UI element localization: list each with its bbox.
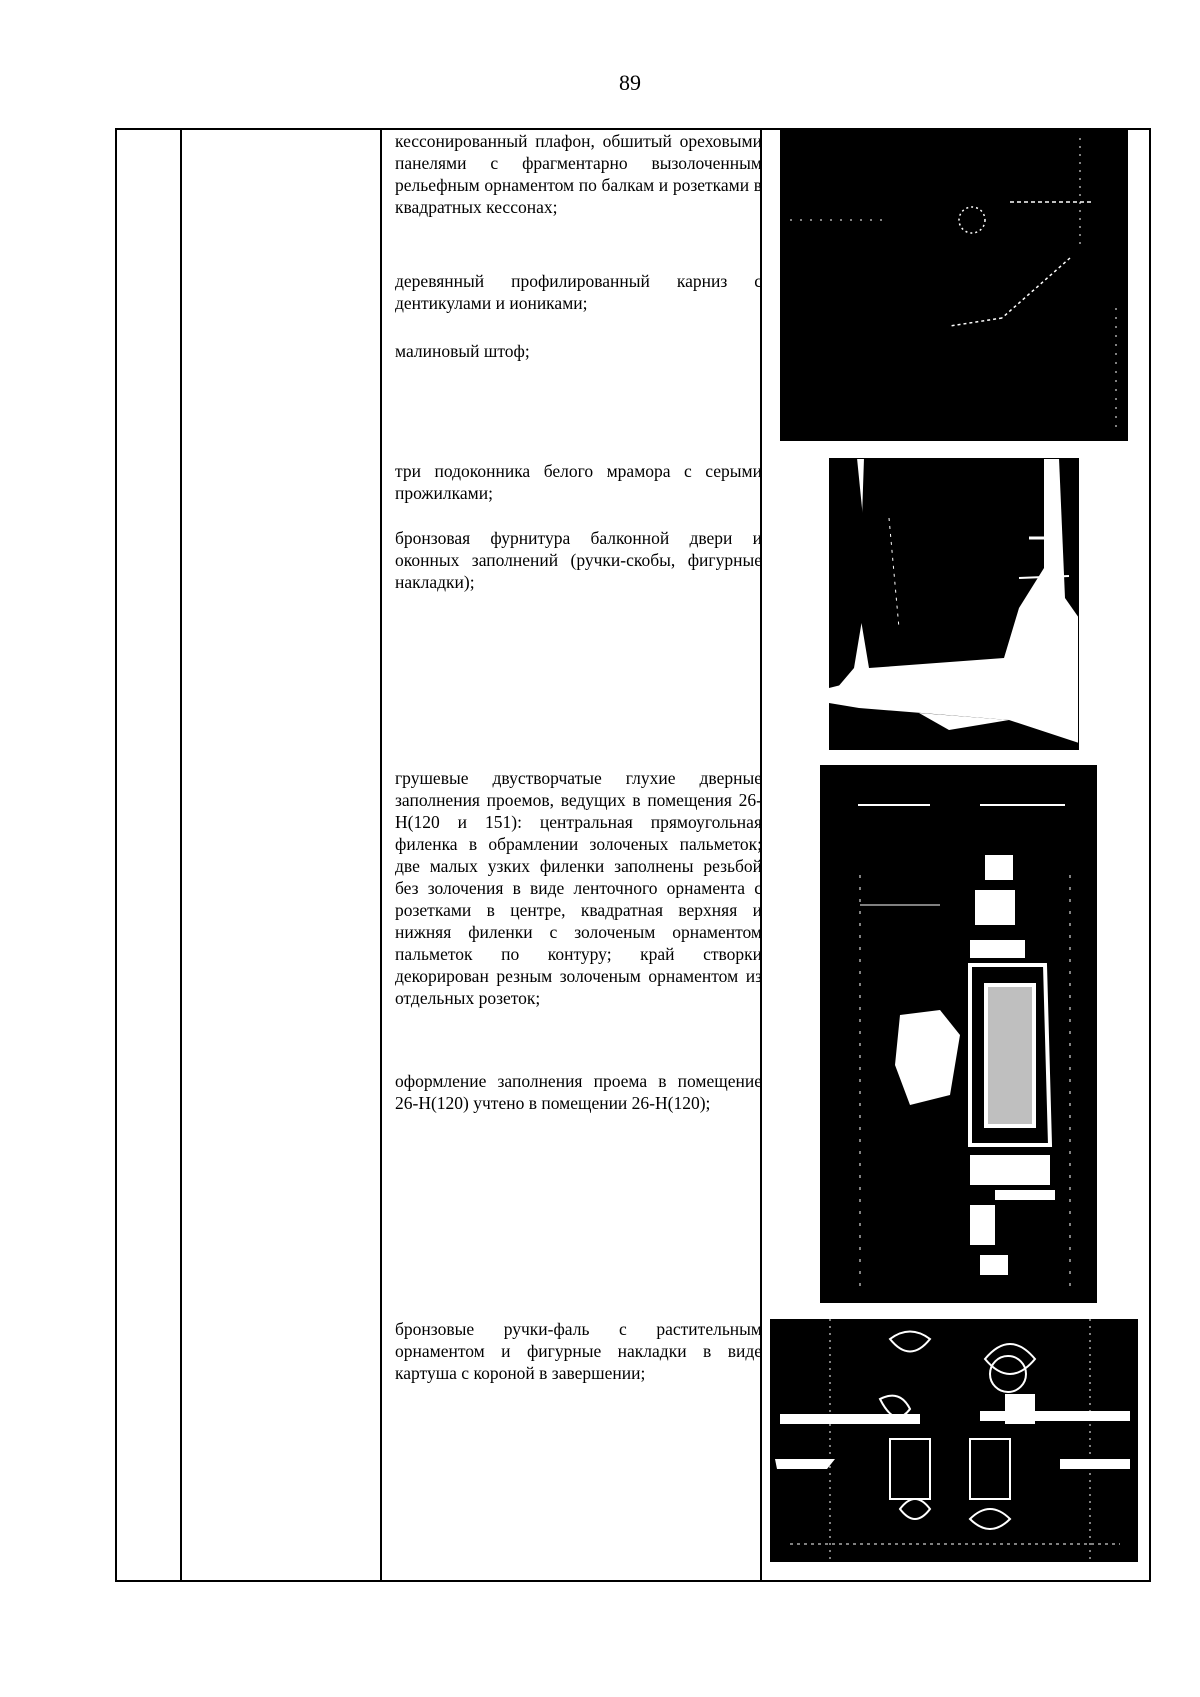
item-doorway-note: оформление заполнения проема в помещение 26-Н(120) учтено в помещении 26-Н(120); — [395, 1071, 762, 1113]
item-windowsills: три подоконника белого мрамора с серыми прожилками; — [395, 461, 762, 503]
photo-ceiling — [780, 128, 1128, 441]
item-cornice: деревянный профилированный карниз с дентикулами и иониками; — [395, 271, 762, 313]
photo-windowsill — [829, 458, 1079, 750]
photo-doors — [820, 765, 1097, 1303]
column-divider-2 — [380, 130, 382, 1580]
page-number: 89 — [619, 70, 641, 95]
column-divider-1 — [180, 130, 182, 1580]
item-doors: грушевые двустворчатые глухие дверные заполнения проемов, ведущих в помещения 26-Н(120 и 151): центральная прямоугольная филенка в обрамлении золоченых пальметок; две малых узких филенки заполнены резьбой без золочения в виде ленточного орнамента с розетками в центре, квадратная верхняя и нижняя филенки с золоченым орнаментом пальметок по контуру; край створки декорирован резным золоченым орнаментом из отдельных розеток; — [395, 768, 762, 1008]
item-balcony-hardware: бронзовая фурнитура балконной двери и оконных заполнений (ручки-скобы, фигурные накладки); — [395, 528, 762, 592]
item-silk: малиновый штоф; — [395, 341, 530, 361]
item-ceiling: кессонированный плафон, обшитый ореховыми панелями с фрагментарно вызолоченным рельефным орнаментом по балкам и розетками в квадратных кессонах; — [395, 131, 762, 217]
photo-door-handles — [770, 1319, 1138, 1562]
item-door-handles: бронзовые ручки-фаль с растительным орнаментом и фигурные накладки в виде картуша с короной в завершении; — [395, 1319, 762, 1383]
